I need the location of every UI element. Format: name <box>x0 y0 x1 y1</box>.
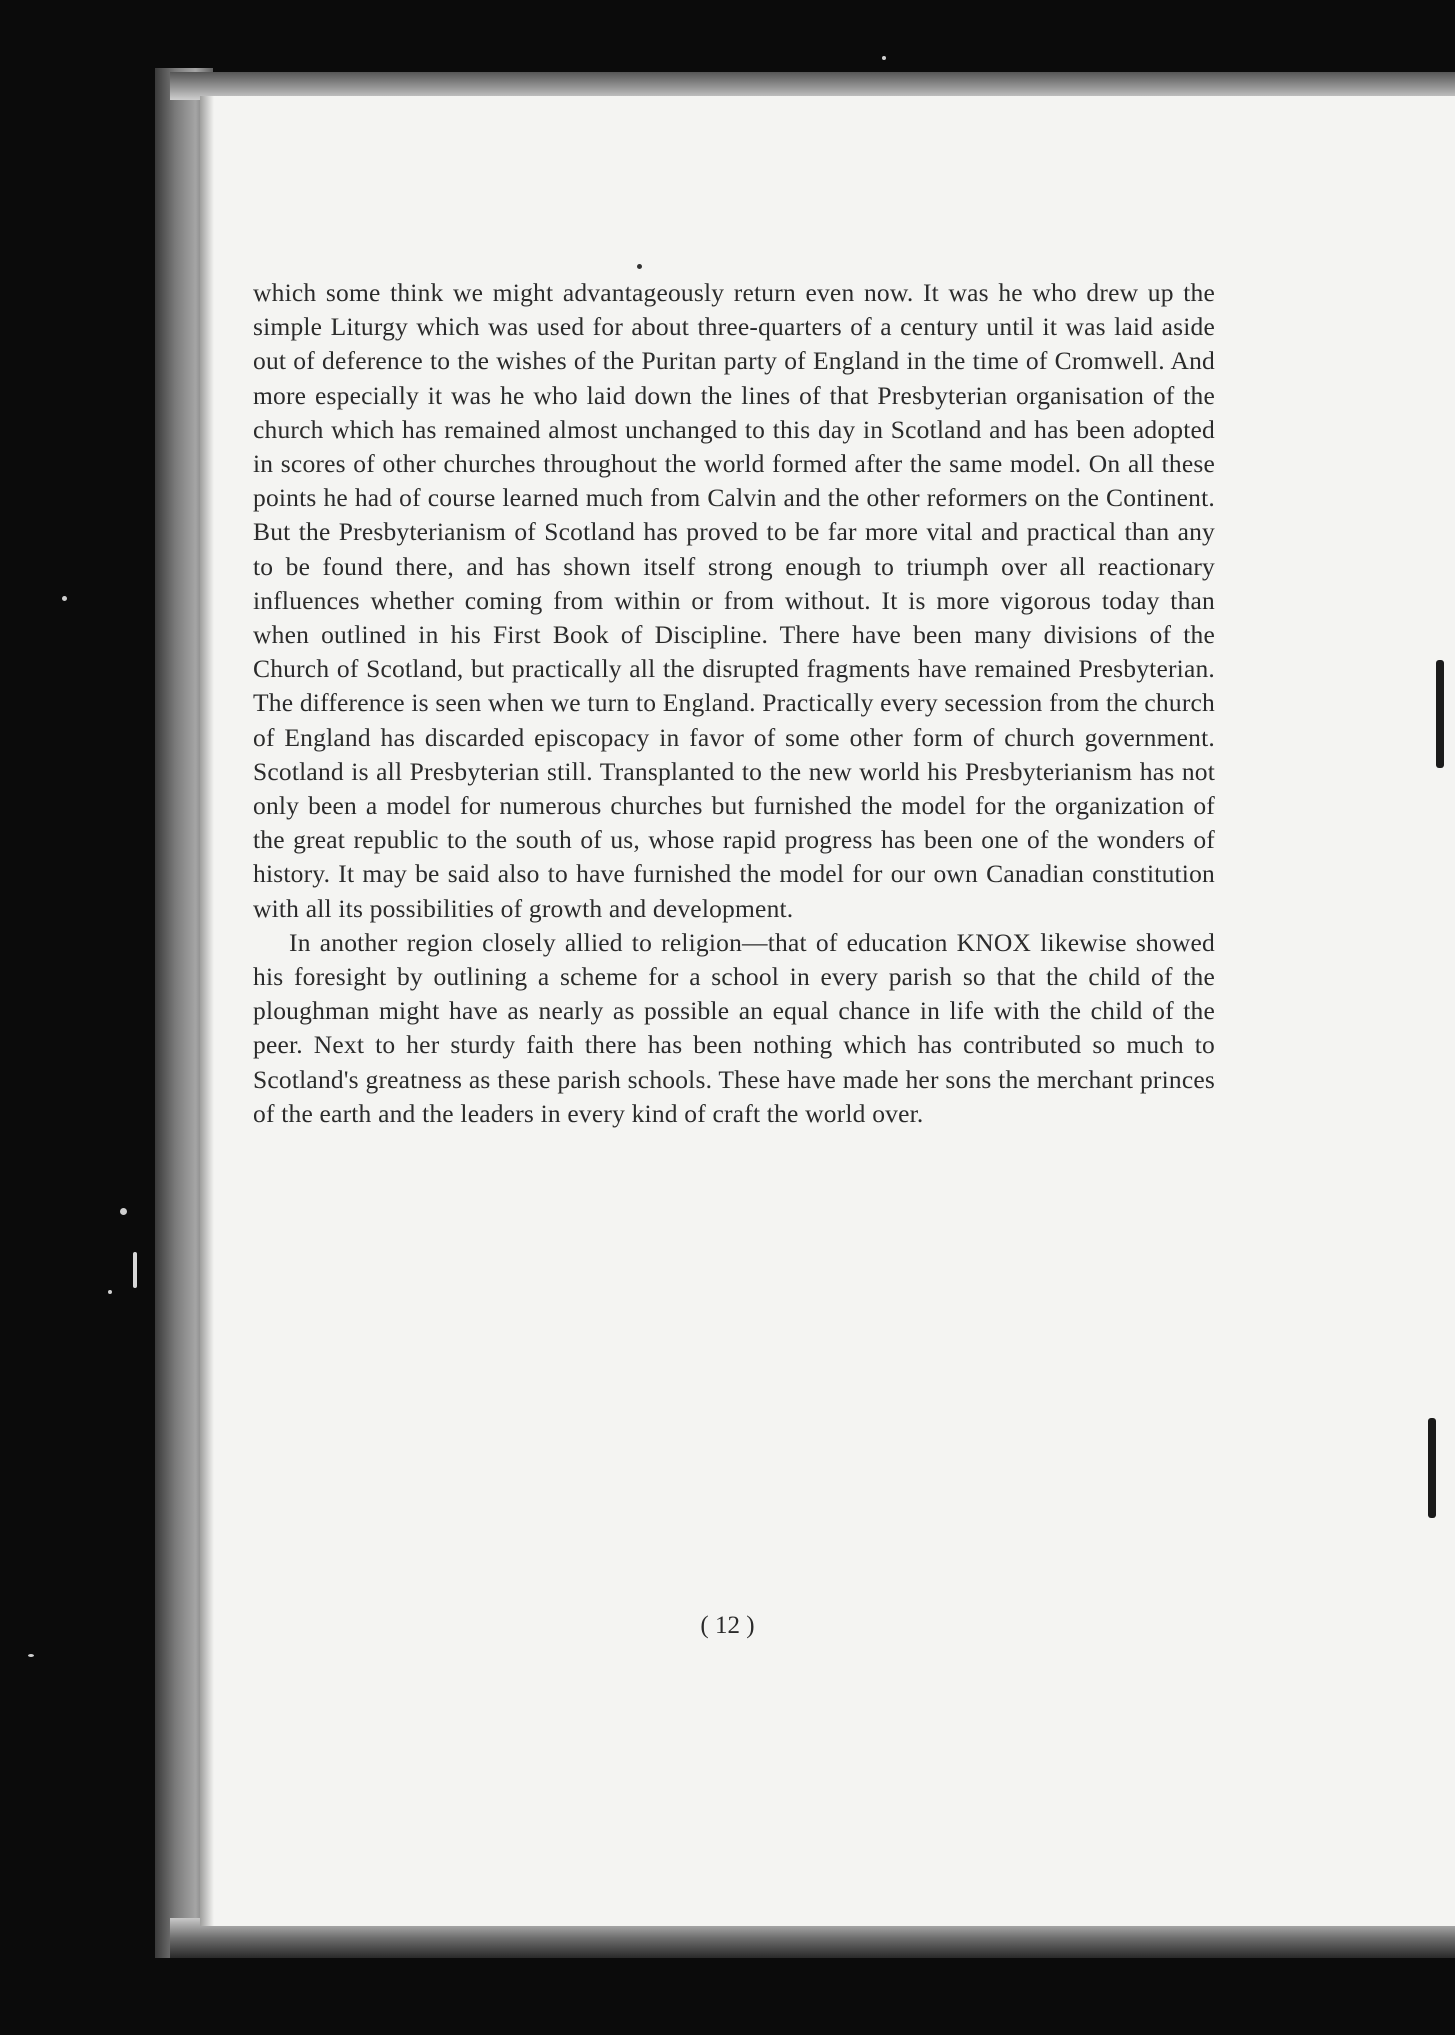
margin-bracket-mark <box>1428 1418 1436 1518</box>
gutter-shadow <box>200 96 214 1926</box>
margin-bracket-mark <box>1436 660 1444 768</box>
paragraph-2: In another region closely allied to religion—that of education KNOX likewise showed his foresight by outlining a scheme for a school in every parish so that the child of the ploughman might have as nearly as possible an equal chance in life with the child of the peer. Next to her sturdy faith there has been nothing which has contributed so much to Scotland's greatness as these parish schools. These have made her sons the merchant princes of the earth and the leaders in every kind of craft the world over. <box>253 927 1215 1128</box>
dust-speck <box>108 1290 112 1294</box>
dust-speck <box>120 1208 127 1215</box>
margin-scratch-mark <box>133 1252 137 1288</box>
body-text <box>253 276 1215 1131</box>
paragraph-1: which some think we might advantageously return even now. It was he who drew up the simple Liturgy which was used for about three-quarters of a century until it was laid aside out of deference to the wishes of the Puritan party of England in the time of Cromwell. And more especially it was he who laid down the lines of that Presbyterian organisation of the church which has remained almost unchanged to this day in Scotland and has been adopted in scores of other churches throughout the world formed after the same model. On all these points he had of course learned much from Calvin and the other reformers on the Continent. But the Presbyterianism of Scotland has proved to be far more vital and practical than any to be found there, and has shown itself strong enough to triumph over all reactionary influences whether coming from within or from without. It is more vigorous today than when outlined in his First Book of Discipline. There have been many divisions of the Church of Scotland, but practically all the disrupted fragments have remained Presbyterian. The difference is seen when we turn to England. Practically every secession from the church of England has discarded episcopacy in favor of some other form of church government. Scotland is all Presbyterian still. Transplanted to the new world his Presbyterianism has not only been a model for numerous churches but furnished the model for the organization of the great republic to the south of us, whose rapid progress has been one of the wonders of history. It may be said also to have furnished the model for our own Canadian constitution with all its possibilities of growth and development. <box>253 278 1215 923</box>
dust-speck <box>882 56 886 60</box>
page-number: ( 12 ) <box>700 1612 755 1639</box>
dust-speck <box>28 1654 34 1657</box>
dust-speck <box>62 596 67 601</box>
ink-dot <box>637 264 642 269</box>
